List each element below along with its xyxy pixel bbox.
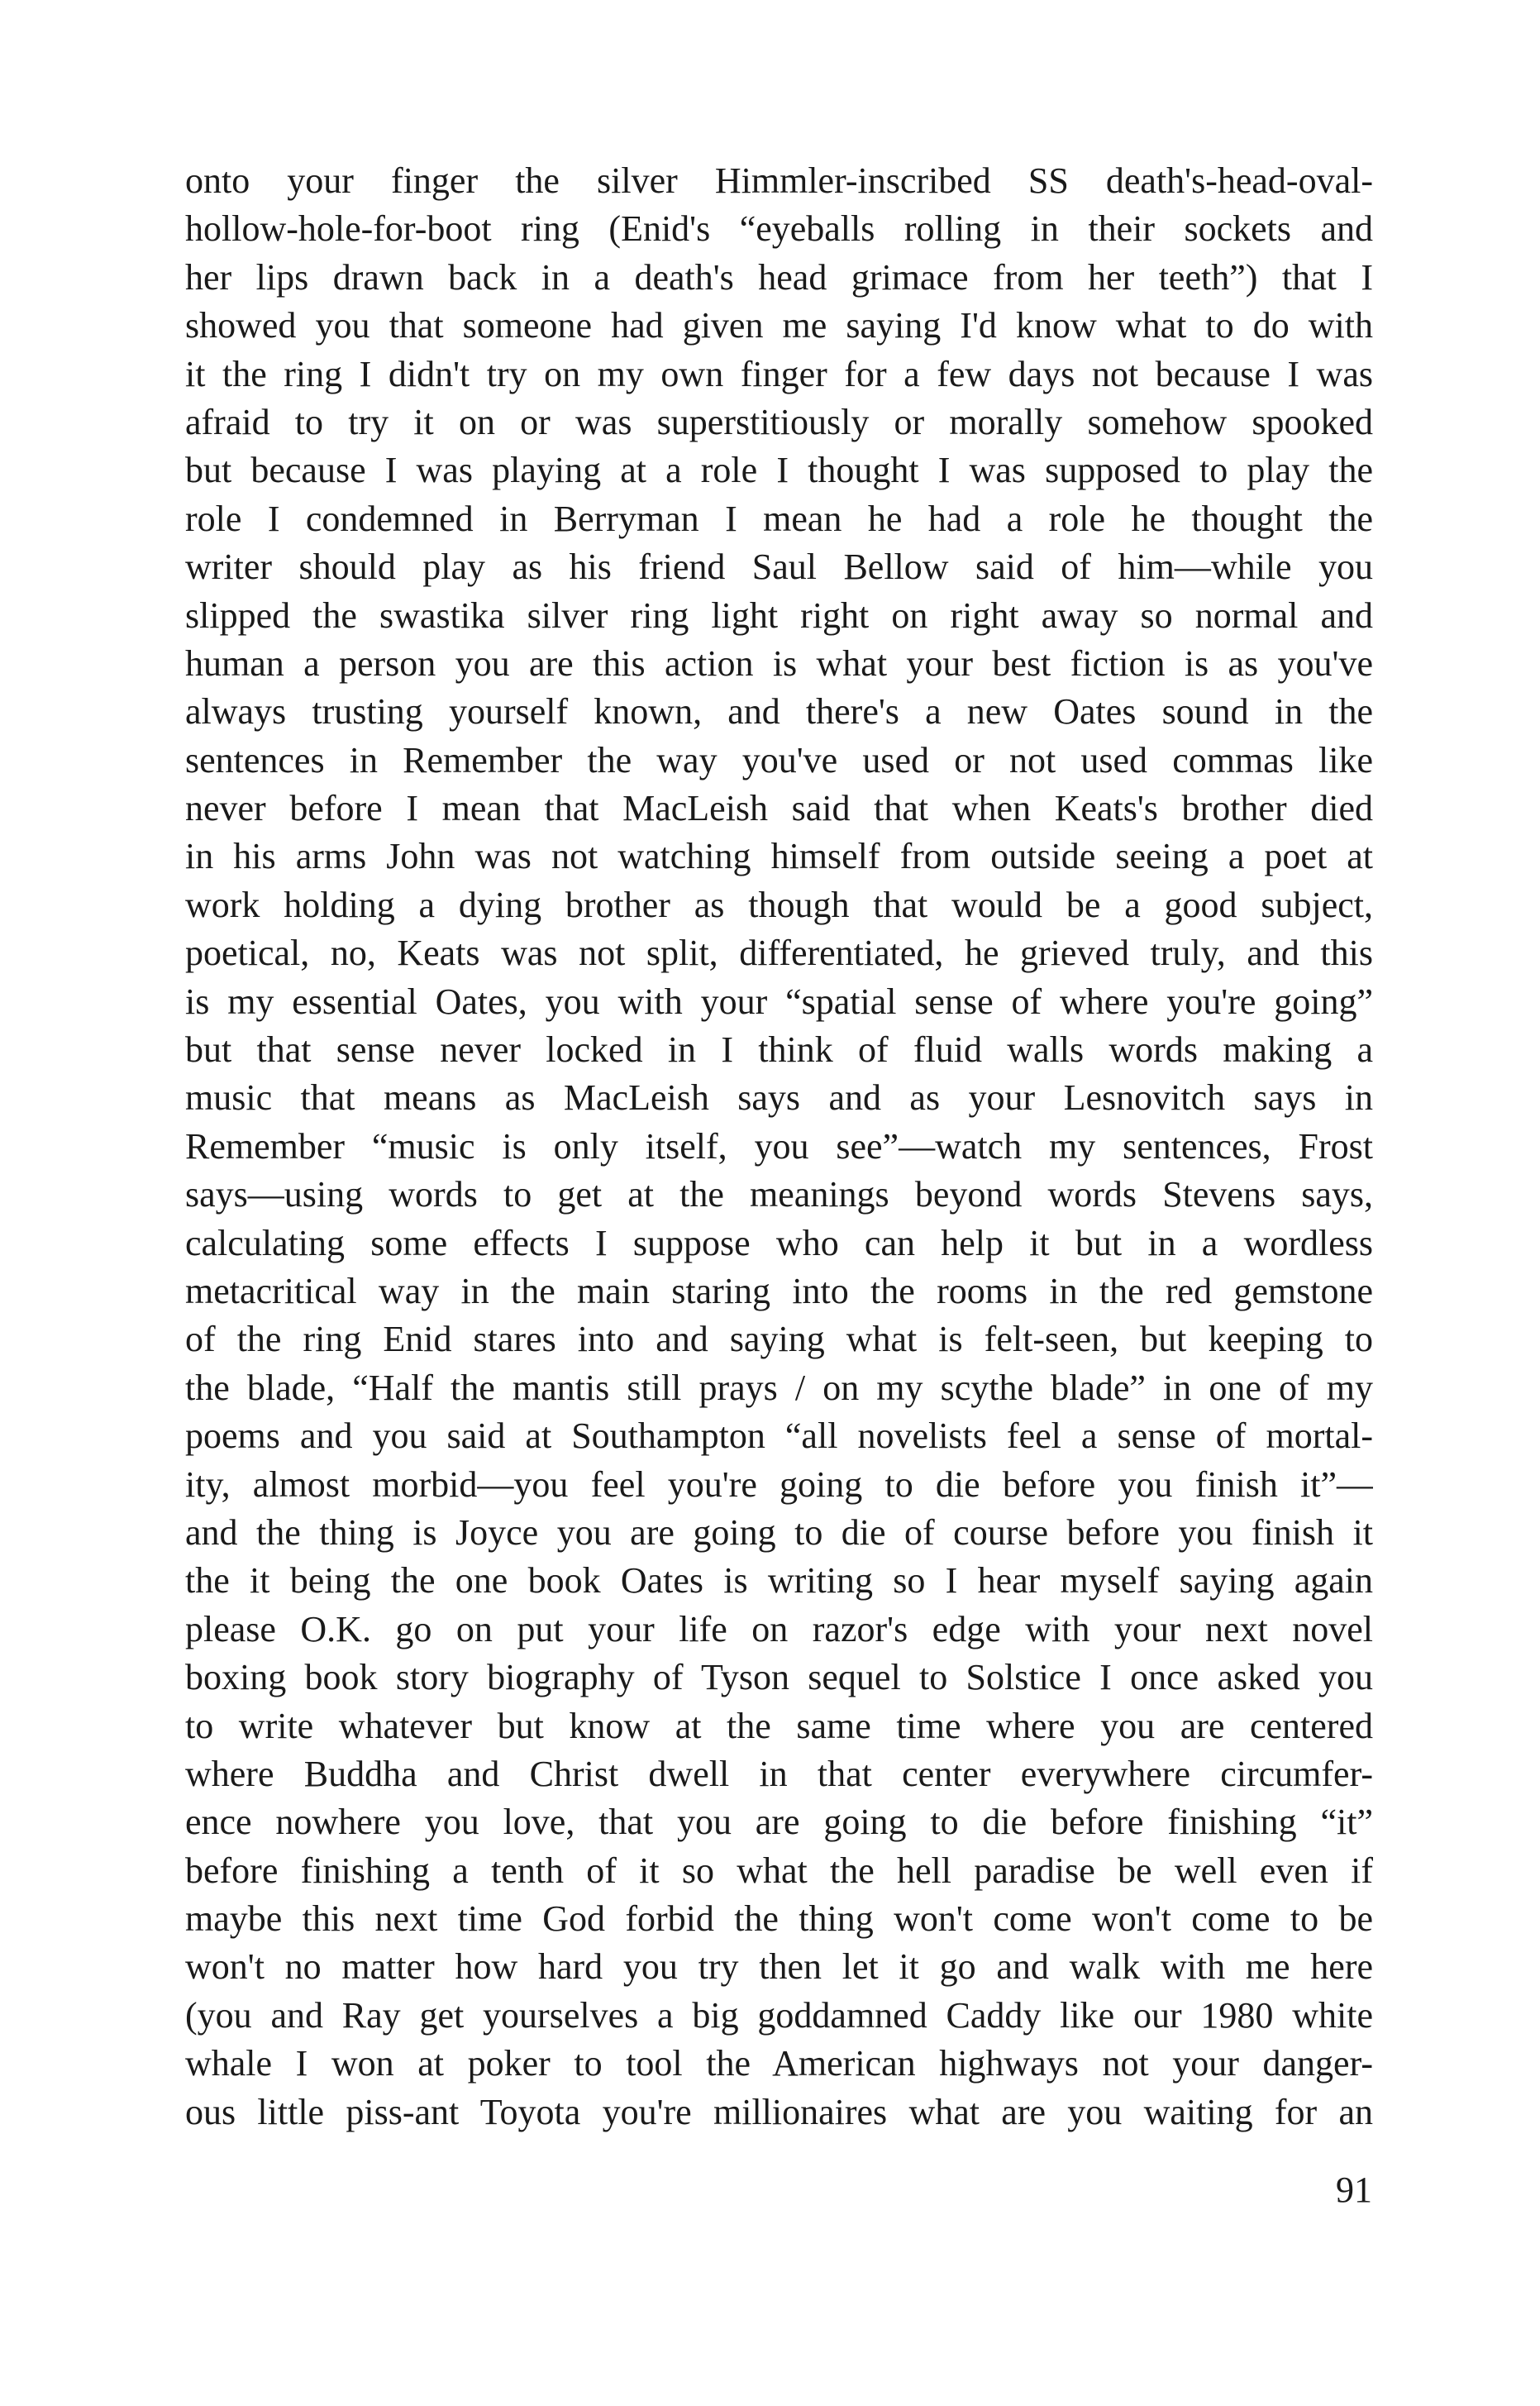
text-line-13: sentences in Remember the way you've used or not used commas like bbox=[185, 739, 1373, 781]
text-line-24: metacritical way in the main staring into the rooms in the red gemstone bbox=[185, 1270, 1373, 1311]
text-line-19: but that sense never locked in I think of fluid walls words making a bbox=[185, 1029, 1373, 1071]
text-line-5: it the ring I didn't try on my own finger for a few days not because I was bbox=[185, 353, 1373, 394]
text-line-6: afraid to try it on or was superstitiously or morally somehow spooked bbox=[185, 401, 1373, 442]
text-line-14: never before I mean that MacLeish said that when Keats's brother died bbox=[185, 788, 1373, 829]
text-line-32: boxing book story biography of Tyson sequel to Solstice I once asked you bbox=[185, 1657, 1373, 1698]
text-line-36: before finishing a tenth of it so what the hell paradise be well even if bbox=[185, 1850, 1373, 1891]
text-line-20: music that means as MacLeish says and as your Lesnovitch says in bbox=[185, 1077, 1373, 1119]
text-line-25: of the ring Enid stares into and saying what is felt-seen, but keeping to bbox=[185, 1319, 1373, 1360]
page-number: 91 bbox=[1336, 2170, 1372, 2210]
text-line-7: but because I was playing at a role I thought I was supposed to play the bbox=[185, 450, 1373, 491]
text-line-37: maybe this next time God forbid the thing won't come won't come to be bbox=[185, 1898, 1373, 1940]
text-line-23: calculating some effects I suppose who can help it but in a wordless bbox=[185, 1222, 1373, 1263]
text-line-41: ous little piss-ant Toyota you're millionaires what are you waiting for an bbox=[185, 2091, 1373, 2132]
text-line-35: ence nowhere you love, that you are going to die before finishing “it” bbox=[185, 1802, 1373, 1843]
text-line-10: slipped the swastika silver ring light right on right away so normal and bbox=[185, 594, 1373, 636]
text-line-33: to write whatever but know at the same time where you are centered bbox=[185, 1705, 1373, 1746]
text-line-4: showed you that someone had given me saying I'd know what to do with bbox=[185, 305, 1373, 346]
text-line-8: role I condemned in Berryman I mean he had a role he thought the bbox=[185, 498, 1373, 539]
text-line-28: ity, almost morbid—you feel you're going to die before you finish it”— bbox=[185, 1463, 1373, 1505]
text-line-30: the it being the one book Oates is writing so I hear myself saying again bbox=[185, 1560, 1373, 1602]
text-line-21: Remember “music is only itself, you see”—watch my sentences, Frost bbox=[185, 1125, 1373, 1167]
text-line-31: please O.K. go on put your life on razor's edge with your next novel bbox=[185, 1608, 1373, 1649]
text-line-40: whale I won at poker to tool the American highways not your danger- bbox=[185, 2043, 1373, 2084]
text-line-2: hollow-hole-for-boot ring (Enid's “eyeballs rolling in their sockets and bbox=[185, 208, 1373, 250]
text-line-26: the blade, “Half the mantis still prays / on my scythe blade” in one of my bbox=[185, 1367, 1373, 1408]
text-line-38: won't no matter how hard you try then let it go and walk with me here bbox=[185, 1946, 1373, 1988]
text-line-29: and the thing is Joyce you are going to die of course before you finish it bbox=[185, 1511, 1373, 1553]
text-line-17: poetical, no, Keats was not split, differentiated, he grieved truly, and this bbox=[185, 933, 1373, 974]
text-line-34: where Buddha and Christ dwell in that center everywhere circumfer- bbox=[185, 1753, 1373, 1794]
text-line-18: is my essential Oates, you with your “spatial sense of where you're going” bbox=[185, 981, 1373, 1022]
text-line-16: work holding a dying brother as though that would be a good subject, bbox=[185, 884, 1373, 925]
body-text bbox=[185, 157, 1373, 2136]
text-line-3: her lips drawn back in a death's head grimace from her teeth”) that I bbox=[185, 256, 1373, 298]
text-line-1: onto your finger the silver Himmler-inscribed SS death's-head-oval- bbox=[185, 160, 1373, 201]
text-line-11: human a person you are this action is what your best fiction is as you've bbox=[185, 642, 1373, 684]
text-line-39: (you and Ray get yourselves a big goddamned Caddy like our 1980 white bbox=[185, 1994, 1373, 2036]
text-line-12: always trusting yourself known, and there's a new Oates sound in the bbox=[185, 691, 1373, 733]
text-line-22: says—using words to get at the meanings beyond words Stevens says, bbox=[185, 1174, 1373, 1215]
text-line-15: in his arms John was not watching himself from outside seeing a poet at bbox=[185, 836, 1373, 877]
text-line-9: writer should play as his friend Saul Bellow said of him—while you bbox=[185, 547, 1373, 588]
text-line-27: poems and you said at Southampton “all novelists feel a sense of mortal- bbox=[185, 1415, 1373, 1457]
